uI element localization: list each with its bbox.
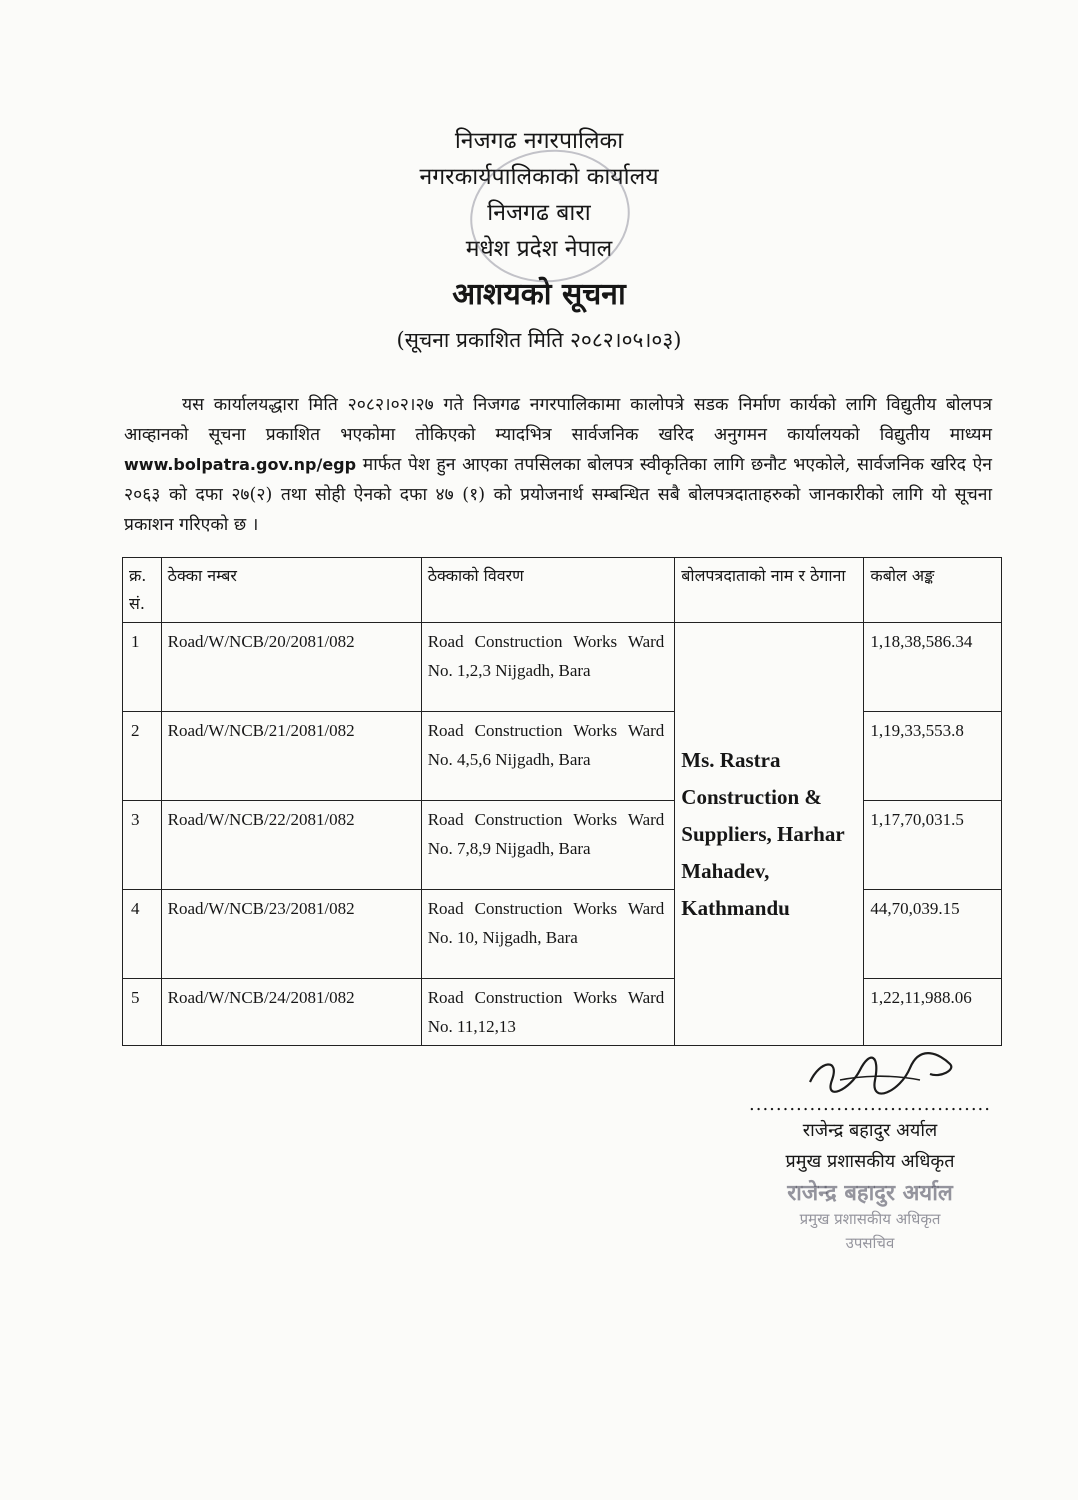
row-contract-no: Road/W/NCB/20/2081/082 (161, 623, 421, 712)
row-description: Road Construction Works Ward No. 10, Nijgadh, Bara (421, 890, 675, 979)
row-contract-no: Road/W/NCB/22/2081/082 (161, 801, 421, 890)
row-contract-no: Road/W/NCB/21/2081/082 (161, 712, 421, 801)
header-amount: कबोल अङ्क (864, 558, 1002, 623)
seal-name: राजेन्द्र बहादुर अर्याल (787, 1180, 953, 1206)
bidder-name-address: Ms. Rastra Construction & Suppliers, Harhar Mahadev, Kathmandu (675, 623, 864, 1046)
row-description: Road Construction Works Ward No. 1,2,3 Nijgadh, Bara (421, 623, 675, 712)
table-row (123, 712, 1002, 801)
bid-table (122, 557, 1002, 1046)
seal-rank: उपसचिव (845, 1234, 895, 1252)
row-description: Road Construction Works Ward No. 11,12,13 (421, 979, 675, 1046)
row-amount: 1,19,33,553.8 (864, 712, 1002, 801)
row-contract-no: Road/W/NCB/23/2081/082 (161, 890, 421, 979)
signature-block (740, 1050, 1000, 1255)
row-amount: 1,18,38,586.34 (864, 623, 1002, 712)
table-row (123, 801, 1002, 890)
row-description: Road Construction Works Ward No. 4,5,6 Nijgadh, Bara (421, 712, 675, 801)
row-description: Road Construction Works Ward No. 7,8,9 Nijgadh, Bara (421, 801, 675, 890)
municipality-name: निजगढ नगरपालिका (454, 128, 624, 154)
table-row (123, 890, 1002, 979)
row-sn: 1 (123, 623, 162, 712)
office-province: मधेश प्रदेश नेपाल (465, 236, 613, 262)
signer-name: राजेन्द्र बहादुर अर्याल (802, 1120, 938, 1141)
signer-designation: प्रमुख प्रशासकीय अधिकृत (785, 1151, 955, 1172)
body-text-rest: मार्फत पेश हुन आएका तपसिलका बोलपत्र स्वीकृतिका लागि छनौट भएकोले, सार्वजनिक खरिद ऐन २०६३ को दफा २७(२) तथा सोही ऐनको दफा ४७ (१) को प्रयोजनार्थ सम्बन्धित सबै बोलपत्रदाताहरुको जानकारीको लागि यो सूचना प्रकाशन गरिएको छ । (124, 454, 992, 535)
notice-body (124, 390, 992, 540)
row-amount: 44,70,039.15 (864, 890, 1002, 979)
row-sn: 4 (123, 890, 162, 979)
row-sn: 5 (123, 979, 162, 1046)
row-contract-no: Road/W/NCB/24/2081/082 (161, 979, 421, 1046)
signature-scribble-icon (770, 1050, 970, 1100)
name-seal (740, 1179, 1000, 1255)
publication-date: (सूचना प्रकाशित मिति २०८२।०५।०३) (396, 328, 682, 352)
signature-dots: .................................... (749, 1094, 991, 1115)
seal-designation: प्रमुख प्रशासकीय अधिकृत (799, 1210, 941, 1228)
header-sn: क्र. सं. (123, 558, 162, 623)
office-name: नगरकार्यपालिकाको कार्यालय (419, 164, 659, 190)
header-bidder: बोलपत्रदाताको नाम र ठेगाना (675, 558, 864, 623)
egp-url: www.bolpatra.gov.np/egp (124, 454, 357, 474)
header-description: ठेक्काको विवरण (421, 558, 675, 623)
body-text-intro: यस कार्यालयद्धारा मिति २०८२।०२।२७ गते निजगढ नगरपालिकामा कालोपत्रे सडक निर्माण कार्यको लागि विद्युतीय बोलपत्र आव्हानको सूचना प्रकाशित भएकोमा तोकिएको म्यादभित्र सार्वजनिक खरिद अनुगमन कार्यालयको विद्युतीय माध्यम (124, 394, 992, 445)
table-row (123, 623, 1002, 712)
row-amount: 1,17,70,031.5 (864, 801, 1002, 890)
row-sn: 3 (123, 801, 162, 890)
table-header-row (123, 558, 1002, 623)
handwritten-signature (740, 1050, 1000, 1100)
row-sn: 2 (123, 712, 162, 801)
office-place: निजगढ बारा (487, 200, 591, 226)
table-row (123, 979, 1002, 1046)
header-contract-no: ठेक्का नम्बर (161, 558, 421, 623)
notice-title: आशयको सूचना (452, 277, 626, 312)
row-amount: 1,22,11,988.06 (864, 979, 1002, 1046)
